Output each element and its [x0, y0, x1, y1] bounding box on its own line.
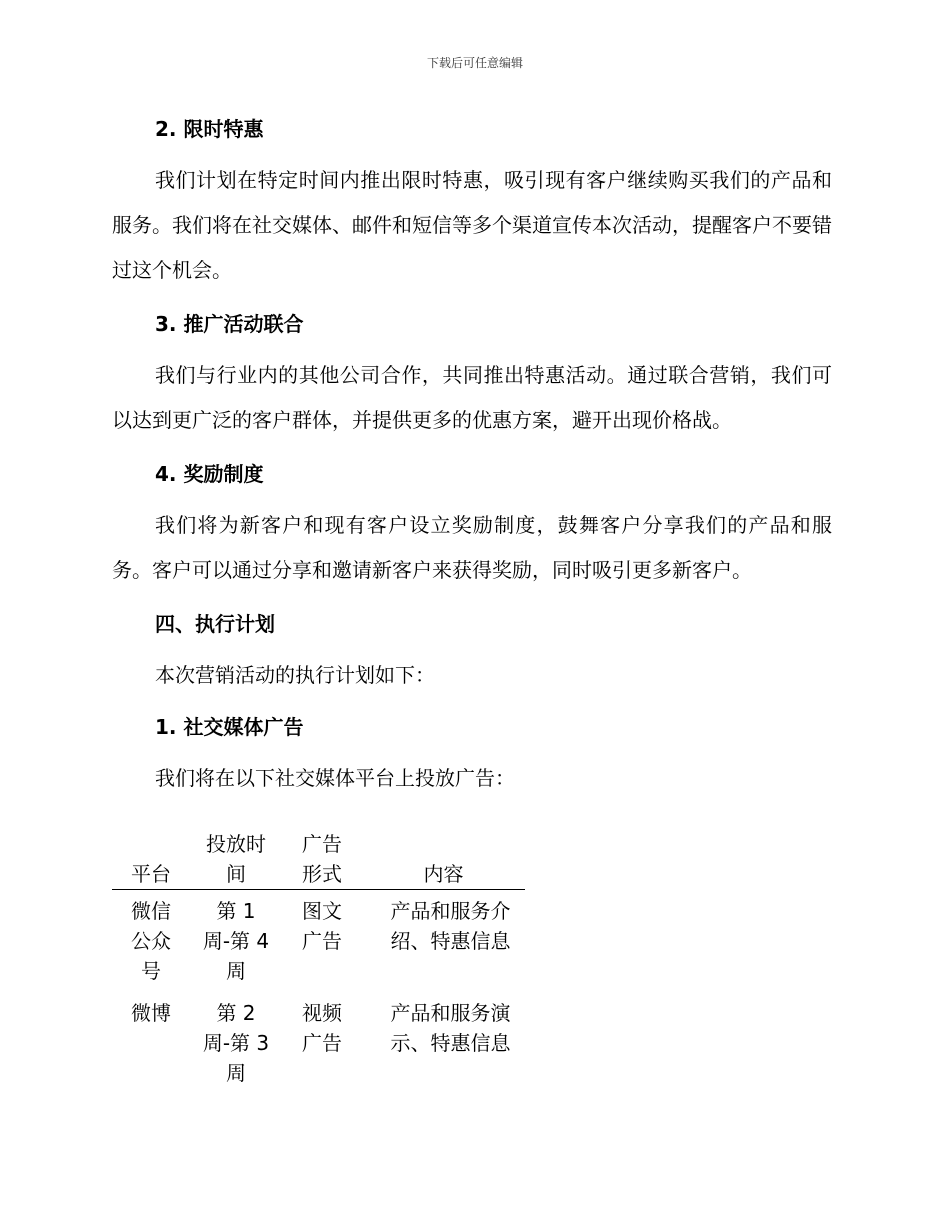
section-intro-social-ads: 我们将在以下社交媒体平台上投放广告：: [155, 766, 515, 790]
section-title-limited-offer: 2. 限时特惠: [155, 117, 264, 141]
cell-form: 图文广告: [302, 899, 342, 953]
section-body-limited-offer: 我们计划在特定时间内推出限时特惠，吸引现有客户继续购买我们的产品和服务。我们将在社交媒体、邮件和短信等多个渠道宣传本次活动，提醒客户不要错过这个机会。: [112, 168, 832, 282]
section-title-rewards: 4. 奖励制度: [155, 462, 264, 486]
ad-schedule-table: [112, 829, 525, 1094]
cell-content: 产品和服务演示、特惠信息: [390, 1001, 511, 1055]
table-header-row: [112, 829, 525, 890]
cell-platform: 微信公众号: [131, 899, 171, 983]
header-time: 投放时间: [190, 829, 282, 890]
section-title-social-ads: 1. 社交媒体广告: [155, 715, 304, 739]
section-body-joint-promo: 我们与行业内的其他公司合作，共同推出特惠活动。通过联合营销，我们可以达到更广泛的客户群体，并提供更多的优惠方案，避开出现价格战。: [112, 363, 832, 432]
section-title-joint-promo: 3. 推广活动联合: [155, 312, 304, 336]
document-body: [112, 112, 832, 1094]
cell-content: 产品和服务介绍、特惠信息: [390, 899, 511, 953]
cell-form: 视频广告: [302, 1001, 342, 1055]
cell-platform: 微博: [131, 1001, 171, 1025]
section-body-rewards: 我们将为新客户和现有客户设立奖励制度，鼓舞客户分享我们的产品和服务。客户可以通过分享和邀请新客户来获得奖励，同时吸引更多新客户。: [112, 513, 832, 582]
header-content: 内容: [362, 829, 525, 890]
section-intro-execution: 本次营销活动的执行计划如下：: [155, 663, 435, 687]
table-row: [112, 992, 525, 1094]
cell-time: 第 2 周-第 3 周: [202, 1001, 270, 1085]
header-note: 下载后可任意编辑: [426, 56, 523, 70]
header-form: 广告形式: [282, 829, 362, 890]
table-row: [112, 890, 525, 993]
cell-time: 第 1 周-第 4 周: [202, 899, 270, 983]
section-title-execution: 四、执行计划: [155, 612, 275, 636]
header-platform: 平台: [112, 829, 190, 890]
